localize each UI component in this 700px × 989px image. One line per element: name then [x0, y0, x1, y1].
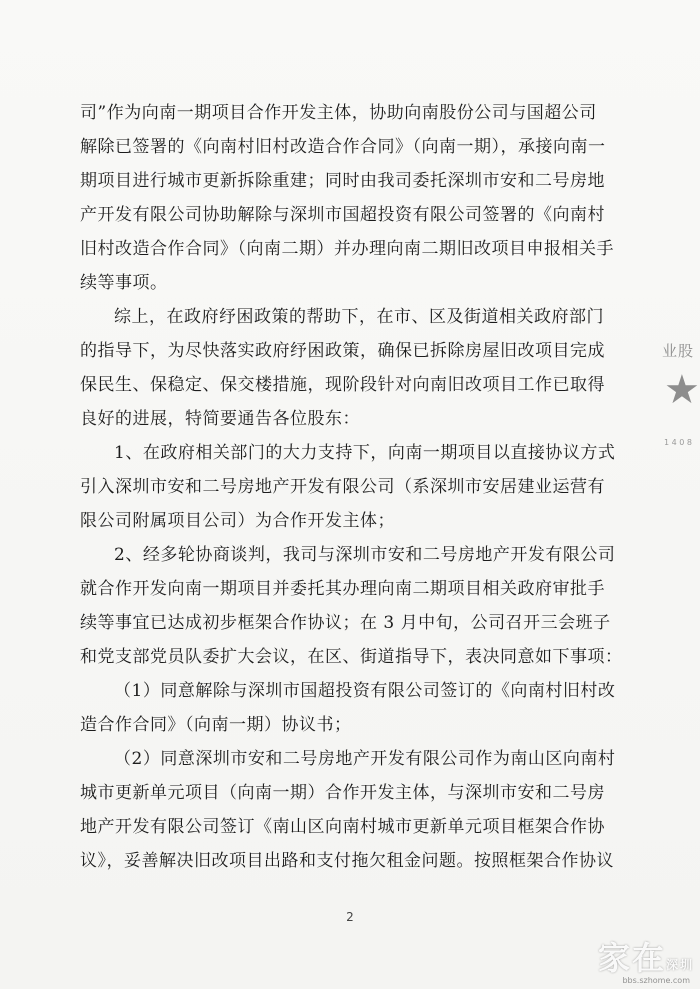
- page-number: 2: [346, 910, 354, 924]
- text-line: 解除已签署的《向南村旧村改造合作合同》（向南一期），承接向南一: [80, 137, 606, 157]
- star-icon: ★: [664, 367, 700, 413]
- text-line: 和党支部党员队委扩大会议，在区、街道指导下，表决同意如下事项：: [80, 647, 623, 667]
- text-line: 的指导下，为尽快落实政府纾困政策，确保已拆除房屋旧改项目完成: [80, 341, 605, 361]
- watermark-logo: [584, 925, 694, 985]
- text-line: （1）同意解除与深圳市国超投资有限公司签订的《向南村旧村改: [114, 681, 616, 701]
- text-line: （2）同意深圳市安和二号房地产开发有限公司作为南山区向南村: [114, 749, 616, 769]
- text-line: 续等事项。: [80, 273, 168, 293]
- text-line: 1、在政府相关部门的大力支持下，向南一期项目以直接协议方式: [114, 443, 616, 463]
- text-line: 议》，妥善解决旧改项目出路和支付拖欠租金问题。按照框架合作协议: [80, 851, 614, 871]
- text-line: 良好的进展，特简要通告各位股东：: [80, 409, 360, 429]
- text-line: 地产开发有限公司签订《南山区向南村城市更新单元项目框架合作协: [80, 817, 605, 837]
- text-line: 限公司附属项目公司）为合作开发主体；: [80, 511, 395, 531]
- text-line: 引入深圳市安和二号房地产开发有限公司（系深圳市安居建业运营有: [80, 477, 605, 497]
- watermark-text: 家在深圳: [597, 939, 694, 977]
- text-line: 保民生、保稳定、保交楼措施，现阶段针对向南旧改项目工作已取得: [80, 375, 605, 395]
- text-line: 产开发有限公司协助解除与深圳市国超投资有限公司签署的《向南村: [80, 205, 605, 225]
- text-line: 旧村改造合作合同》（向南二期）并办理向南二期旧改项目申报相关手: [80, 239, 614, 259]
- document-body: [80, 96, 640, 878]
- text-line: 就合作开发向南一期项目并委托其办理向南二期项目相关政府审批手: [80, 579, 605, 599]
- stamp-code: 1 4 0 8: [664, 438, 692, 447]
- text-line: 2、经多轮协商谈判，我司与深圳市安和二号房地产开发有限公司: [114, 545, 616, 565]
- text-line: 综上，在政府纾困政策的帮助下，在市、区及街道相关政府部门: [114, 307, 604, 327]
- text-line: 城市更新单元项目（向南一期）合作开发主体，与深圳市安和二号房: [80, 783, 605, 803]
- text-line: 司”作为向南一期项目合作开发主体，协助向南股份公司与国超公司: [80, 103, 597, 123]
- text-line: 续等事宜已达成初步框架合作协议；在 3 月中旬，公司召开三会班子: [80, 613, 611, 633]
- watermark-url: bbs.szhome.com: [622, 976, 690, 985]
- seal-stamp: [660, 330, 700, 470]
- text-line: 期项目进行城市更新拆除重建；同时由我司委托深圳市安和二号房地: [80, 171, 605, 191]
- text-line: 造合作合同》（向南一期）协议书；: [80, 715, 352, 735]
- stamp-text: 业股: [662, 342, 695, 360]
